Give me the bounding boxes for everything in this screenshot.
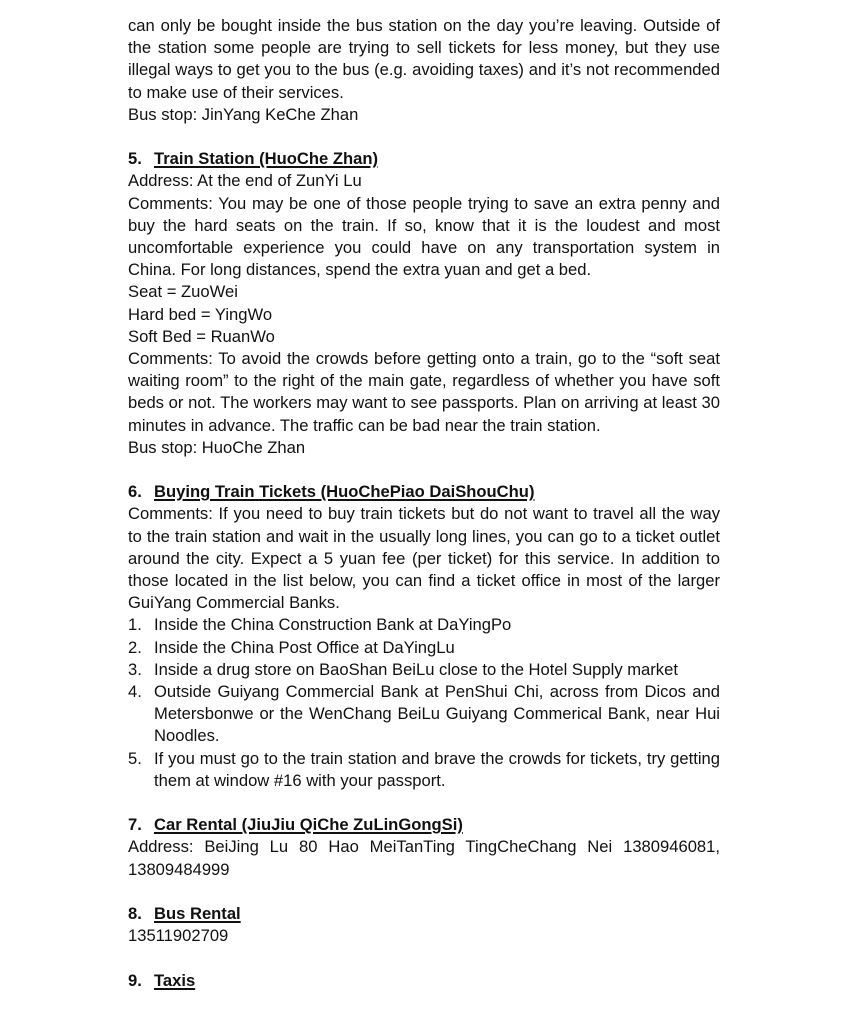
section-heading [128,814,720,836]
ticket-outlet-list [128,614,720,792]
list-text: Inside the China Post Office at DaYingLu [154,637,455,657]
list-text: Outside Guiyang Commercial Bank at PenShui Chi, across from Dicos and Metersbonwe or the WenChang BeiLu Guiyang Commerical Bank, near Hui Noodles. [154,682,720,746]
list-item [128,614,720,636]
list-number: 4. [128,682,142,702]
comments-paragraph: Comments: You may be one of those people trying to save an extra penny and buy the hard seats on the train. If so, know that it is the loudest and most uncomfortable experience you could have on any transportation system in China. For long distances, spend the extra yuan and get a bed. [128,193,720,280]
section-title: Car Rental (JiuJiu QiChe ZuLinGongSi) [154,815,463,835]
address-line: Address: At the end of ZunYi Lu [128,171,362,191]
list-item [128,748,720,792]
list-text: If you must go to the train station and brave the crowds for tickets, try getting them at window #16 with your passport. [154,748,720,790]
list-item [128,681,720,748]
section-title: Buying Train Tickets (HuoChePiao DaiShouChu) [154,482,535,502]
section-heading [128,148,720,170]
list-number: 3. [128,659,142,679]
address-line: Address: BeiJing Lu 80 Hao MeiTanTing TingCheChang Nei 1380946081, 13809484999 [128,837,720,879]
section-buying-train-tickets [128,481,720,792]
section-train-station [128,148,720,459]
section-title: Taxis [154,970,196,990]
list-text: Inside the China Construction Bank at DaYingPo [154,615,512,635]
comments-paragraph: Comments: To avoid the crowds before getting onto a train, go to the “soft seat waiting room” to the right of the main gate, regardless of whether you have soft beds or not. The workers may want to see passports. Plan on arriving at least 30 minutes in advance. The traffic can be bad near the train station. [128,349,720,435]
list-text: Inside a drug store on BaoShan BeiLu close to the Hotel Supply market [154,659,678,679]
list-item [128,637,720,659]
section-taxis [128,970,720,992]
bus-stop-line: Bus stop: JinYang KeChe Zhan [128,104,359,124]
list-item [128,659,720,681]
section-bus-rental [128,903,720,947]
list-number: 2. [128,637,142,657]
comments-paragraph: Comments: If you need to buy train tickets but do not want to travel all the way to the train station and wait in the usually long lines, you can go to a ticket outlet around the city. Expect a 5 yuan fee (per ticket) for this service. In addition to those located in the list below, you can find a ticket office in most of the larger GuiYang Commercial Banks. [128,504,720,613]
document-page [128,15,720,992]
bus-stop-line: Bus stop: HuoChe Zhan [128,437,306,457]
phone-number: 13511902709 [128,926,229,946]
section-number: 5. [128,149,142,169]
section-number: 6. [128,482,142,502]
section-number: 8. [128,904,142,924]
section-number: 9. [128,970,142,990]
list-number: 1. [128,615,142,635]
section-heading [128,970,720,992]
section-title: Bus Rental [154,904,241,924]
previous-section-continuation [128,15,720,126]
glossary-soft-bed: Soft Bed = RuanWo [128,326,275,346]
section-title: Train Station (HuoChe Zhan) [154,149,379,169]
list-number: 5. [128,748,142,768]
glossary-hard-bed: Hard bed = YingWo [128,304,273,324]
bus-ticket-paragraph: can only be bought inside the bus station on the day you’re leaving. Outside of the station some people are trying to sell tickets for less money, but they use illegal ways to get you to the bus (e.g. avoiding taxes) and it’s not recommended to make use of their services. [128,16,720,102]
section-heading [128,903,720,925]
section-car-rental [128,814,720,881]
section-number: 7. [128,815,142,835]
glossary-seat: Seat = ZuoWei [128,282,238,302]
section-heading [128,481,720,503]
